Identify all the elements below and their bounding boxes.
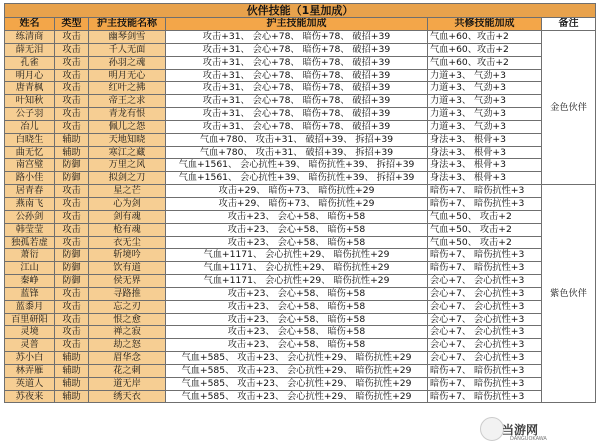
row-skill: 幽琴剑雪	[89, 31, 166, 44]
row-skill: 千人无面	[89, 43, 166, 56]
header-type: 类型	[55, 18, 89, 31]
row-share-bonus: 气血+50、 攻击+2	[428, 210, 542, 223]
table-title: 伙伴技能（1星加成）	[5, 4, 596, 18]
row-name: 路小佳	[5, 172, 55, 185]
note-gold-partner: 金色伙伴	[542, 31, 596, 185]
row-name: 蓝锋	[5, 287, 55, 300]
row-name: 冶儿	[5, 120, 55, 133]
row-guard-bonus: 气血+780、 攻击+31、 破招+39、 拆招+39	[166, 146, 428, 159]
row-share-bonus: 气血+50、 攻击+2	[428, 236, 542, 249]
row-type: 攻击	[55, 43, 89, 56]
row-skill: 青龙有恨	[89, 108, 166, 121]
header-row	[5, 18, 596, 31]
row-skill: 劫之怒	[89, 339, 166, 352]
row-guard-bonus: 攻击+23、 会心+58、 暗伤+58	[166, 236, 428, 249]
row-share-bonus: 身法+3、 根骨+3	[428, 133, 542, 146]
row-type: 攻击	[55, 287, 89, 300]
table-row	[5, 262, 596, 275]
row-share-bonus: 力道+3、 气劲+3	[428, 108, 542, 121]
row-guard-bonus: 气血+585、 攻击+23、 会心抗性+29、 暗伤抗性+29	[166, 377, 428, 390]
row-type: 防御	[55, 159, 89, 172]
row-type: 辅助	[55, 352, 89, 365]
row-type: 防御	[55, 275, 89, 288]
row-type: 攻击	[55, 326, 89, 339]
table-row	[5, 287, 596, 300]
table-row	[5, 108, 596, 121]
header-note: 备注	[542, 18, 596, 31]
row-guard-bonus: 攻击+23、 会心+58、 暗伤+58	[166, 287, 428, 300]
row-share-bonus: 暗伤+7、 暗伤抗性+3	[428, 249, 542, 262]
row-guard-bonus: 攻击+31、 会心+78、 暗伤+78、 破招+39	[166, 95, 428, 108]
table-row	[5, 43, 596, 56]
row-skill: 枪有魂	[89, 223, 166, 236]
row-guard-bonus: 攻击+31、 会心+78、 暗伤+78、 破招+39	[166, 43, 428, 56]
table-row	[5, 210, 596, 223]
row-guard-bonus: 气血+1171、 会心抗性+29、 暗伤抗性+29	[166, 249, 428, 262]
row-share-bonus: 气血+60、攻击+2	[428, 43, 542, 56]
row-guard-bonus: 攻击+29、 暗伤+73、 暗伤抗性+29	[166, 197, 428, 210]
row-name: 独孤若虚	[5, 236, 55, 249]
row-share-bonus: 暗伤+7、 暗伤抗性+3	[428, 377, 542, 390]
row-name: 萧衍	[5, 249, 55, 262]
table-row	[5, 56, 596, 69]
row-share-bonus: 暗伤+7、 暗伤抗性+3	[428, 364, 542, 377]
row-share-bonus: 暗伤+7、 暗伤抗性+3	[428, 262, 542, 275]
row-name: 曲无忆	[5, 146, 55, 159]
row-type: 攻击	[55, 210, 89, 223]
row-skill: 眉华念	[89, 352, 166, 365]
row-type: 辅助	[55, 146, 89, 159]
header-skill: 护主技能名称	[89, 18, 166, 31]
row-type: 辅助	[55, 390, 89, 403]
row-guard-bonus: 气血+1171、 会心抗性+29、 暗伤抗性+29	[166, 262, 428, 275]
row-type: 攻击	[55, 31, 89, 44]
row-name: 孔雀	[5, 56, 55, 69]
row-share-bonus: 会心+7、 会心抗性+3	[428, 275, 542, 288]
site-watermark	[470, 415, 592, 443]
row-guard-bonus: 气血+585、 攻击+23、 会心抗性+29、 暗伤抗性+29	[166, 390, 428, 403]
row-skill: 斩境吟	[89, 249, 166, 262]
row-name: 韩莹莹	[5, 223, 55, 236]
table-row	[5, 352, 596, 365]
row-skill: 明月无心	[89, 69, 166, 82]
row-share-bonus: 力道+3、 气劲+3	[428, 120, 542, 133]
row-name: 英道人	[5, 377, 55, 390]
row-name: 江山	[5, 262, 55, 275]
row-share-bonus: 力道+3、 气劲+3	[428, 82, 542, 95]
row-name: 蓝黍月	[5, 300, 55, 313]
row-guard-bonus: 攻击+23、 会心+58、 暗伤+58	[166, 300, 428, 313]
row-type: 辅助	[55, 377, 89, 390]
table-row	[5, 146, 596, 159]
row-name: 灵境	[5, 326, 55, 339]
row-share-bonus: 会心+7、 会心抗性+3	[428, 313, 542, 326]
row-type: 攻击	[55, 95, 89, 108]
row-skill: 禅之寂	[89, 326, 166, 339]
row-skill: 恨之愈	[89, 313, 166, 326]
table-row	[5, 339, 596, 352]
row-type: 辅助	[55, 133, 89, 146]
row-skill: 帝王之求	[89, 95, 166, 108]
row-name: 居青春	[5, 185, 55, 198]
note-purple-partner: 紫色伙伴	[542, 185, 596, 403]
row-share-bonus: 身法+3、 根骨+3	[428, 172, 542, 185]
row-name: 林弄雁	[5, 364, 55, 377]
row-skill: 万里之风	[89, 159, 166, 172]
table-row	[5, 133, 596, 146]
row-share-bonus: 身法+3、 根骨+3	[428, 159, 542, 172]
row-guard-bonus: 攻击+31、 会心+78、 暗伤+78、 破招+39	[166, 82, 428, 95]
table-row	[5, 95, 596, 108]
row-name: 公孙剑	[5, 210, 55, 223]
row-skill: 星之芒	[89, 185, 166, 198]
row-skill: 衣无尘	[89, 236, 166, 249]
header-guard-bonus: 护主技能加成	[166, 18, 428, 31]
row-type: 攻击	[55, 120, 89, 133]
row-name: 灵普	[5, 339, 55, 352]
row-guard-bonus: 攻击+23、 会心+58、 暗伤+58	[166, 210, 428, 223]
table-body	[5, 31, 596, 403]
row-guard-bonus: 攻击+23、 会心+58、 暗伤+58	[166, 223, 428, 236]
row-type: 攻击	[55, 56, 89, 69]
row-guard-bonus: 攻击+31、 会心+78、 暗伤+78、 破招+39	[166, 31, 428, 44]
row-name: 叶知秋	[5, 95, 55, 108]
row-share-bonus: 力道+3、 气劲+3	[428, 95, 542, 108]
row-type: 防御	[55, 262, 89, 275]
row-type: 攻击	[55, 300, 89, 313]
row-name: 薛无泪	[5, 43, 55, 56]
row-guard-bonus: 攻击+23、 会心+58、 暗伤+58	[166, 326, 428, 339]
row-type: 辅助	[55, 364, 89, 377]
row-type: 攻击	[55, 313, 89, 326]
row-guard-bonus: 攻击+31、 会心+78、 暗伤+78、 破招+39	[166, 120, 428, 133]
row-guard-bonus: 气血+1561、 会心抗性+39、 暗伤抗性+39、 拆招+39	[166, 172, 428, 185]
watermark-logo-icon	[480, 417, 504, 441]
row-share-bonus: 会心+7、 会心抗性+3	[428, 339, 542, 352]
row-share-bonus: 会心+7、 会心抗性+3	[428, 352, 542, 365]
row-skill: 佩儿之怨	[89, 120, 166, 133]
row-skill: 拟剑之刀	[89, 172, 166, 185]
row-guard-bonus: 气血+585、 攻击+23、 会心抗性+29、 暗伤抗性+29	[166, 352, 428, 365]
row-guard-bonus: 攻击+31、 会心+78、 暗伤+78、 破招+39	[166, 56, 428, 69]
row-name: 燕南飞	[5, 197, 55, 210]
row-name: 公子羽	[5, 108, 55, 121]
row-type: 防御	[55, 172, 89, 185]
row-type: 攻击	[55, 69, 89, 82]
table-row	[5, 236, 596, 249]
row-skill: 红叶之拂	[89, 82, 166, 95]
table-row	[5, 172, 596, 185]
row-skill: 绣天衣	[89, 390, 166, 403]
row-skill: 侯无界	[89, 275, 166, 288]
row-name: 秦峥	[5, 275, 55, 288]
row-skill: 道无岸	[89, 377, 166, 390]
row-skill: 饮有道	[89, 262, 166, 275]
row-share-bonus: 气血+60、攻击+2	[428, 31, 542, 44]
row-type: 攻击	[55, 185, 89, 198]
row-guard-bonus: 攻击+31、 会心+78、 暗伤+78、 破招+39	[166, 108, 428, 121]
row-skill: 忘之刃	[89, 300, 166, 313]
row-guard-bonus: 气血+1561、 会心抗性+39、 暗伤抗性+39、 拆招+39	[166, 159, 428, 172]
row-share-bonus: 气血+50、 攻击+2	[428, 223, 542, 236]
row-skill: 天地知晓	[89, 133, 166, 146]
header-name: 姓名	[5, 18, 55, 31]
table-row	[5, 223, 596, 236]
row-type: 攻击	[55, 236, 89, 249]
row-name: 明月心	[5, 69, 55, 82]
row-type: 攻击	[55, 82, 89, 95]
row-skill: 花之刺	[89, 364, 166, 377]
row-skill: 孙羽之魂	[89, 56, 166, 69]
row-guard-bonus: 攻击+23、 会心+58、 暗伤+58	[166, 313, 428, 326]
table-row	[5, 159, 596, 172]
row-share-bonus: 会心+7、 会心抗性+3	[428, 287, 542, 300]
table-row	[5, 249, 596, 262]
skill-table	[4, 3, 596, 403]
row-share-bonus: 暗伤+7、 暗伤抗性+3	[428, 197, 542, 210]
row-name: 唐青枫	[5, 82, 55, 95]
row-name: 练清商	[5, 31, 55, 44]
row-share-bonus: 暗伤+7、 暗伤抗性+3	[428, 390, 542, 403]
row-guard-bonus: 气血+1171、 会心抗性+29、 暗伤抗性+29	[166, 275, 428, 288]
row-guard-bonus: 气血+780、 攻击+31、 破招+39、 拆招+39	[166, 133, 428, 146]
row-type: 攻击	[55, 339, 89, 352]
row-name: 南宫璧	[5, 159, 55, 172]
watermark-subtext: DANGUOKAWA	[510, 436, 547, 442]
row-skill: 寻路推	[89, 287, 166, 300]
header-share-bonus: 共修技能加成	[428, 18, 542, 31]
row-share-bonus: 气血+60、攻击+2	[428, 56, 542, 69]
row-share-bonus: 会心+7、 会心抗性+3	[428, 300, 542, 313]
table-row	[5, 313, 596, 326]
row-share-bonus: 力道+3、 气劲+3	[428, 69, 542, 82]
table-row	[5, 31, 596, 44]
table-row	[5, 326, 596, 339]
row-type: 防御	[55, 249, 89, 262]
table-row	[5, 377, 596, 390]
row-skill: 剑有魂	[89, 210, 166, 223]
row-type: 攻击	[55, 223, 89, 236]
table-row	[5, 120, 596, 133]
row-name: 苏小白	[5, 352, 55, 365]
row-name: 百里研阳	[5, 313, 55, 326]
row-type: 攻击	[55, 108, 89, 121]
table-row	[5, 197, 596, 210]
row-type: 攻击	[55, 197, 89, 210]
table-row	[5, 69, 596, 82]
table-row	[5, 390, 596, 403]
row-skill: 心为剑	[89, 197, 166, 210]
row-guard-bonus: 攻击+23、 会心+58、 暗伤+58	[166, 339, 428, 352]
row-guard-bonus: 攻击+29、 暗伤+73、 暗伤抗性+29	[166, 185, 428, 198]
row-share-bonus: 会心+7、 会心抗性+3	[428, 326, 542, 339]
table-row	[5, 364, 596, 377]
table-row	[5, 275, 596, 288]
row-guard-bonus: 气血+585、 攻击+23、 会心抗性+29、 暗伤抗性+29	[166, 364, 428, 377]
table-row	[5, 300, 596, 313]
table-row	[5, 185, 596, 198]
row-skill: 寒江之藏	[89, 146, 166, 159]
row-name: 苏夜来	[5, 390, 55, 403]
row-share-bonus: 暗伤+7、 暗伤抗性+3	[428, 185, 542, 198]
row-share-bonus: 身法+3、 根骨+3	[428, 146, 542, 159]
watermark-text: 当游网	[502, 423, 539, 437]
row-guard-bonus: 攻击+31、 会心+78、 暗伤+78、 破招+39	[166, 69, 428, 82]
table-row	[5, 82, 596, 95]
row-name: 白晓生	[5, 133, 55, 146]
